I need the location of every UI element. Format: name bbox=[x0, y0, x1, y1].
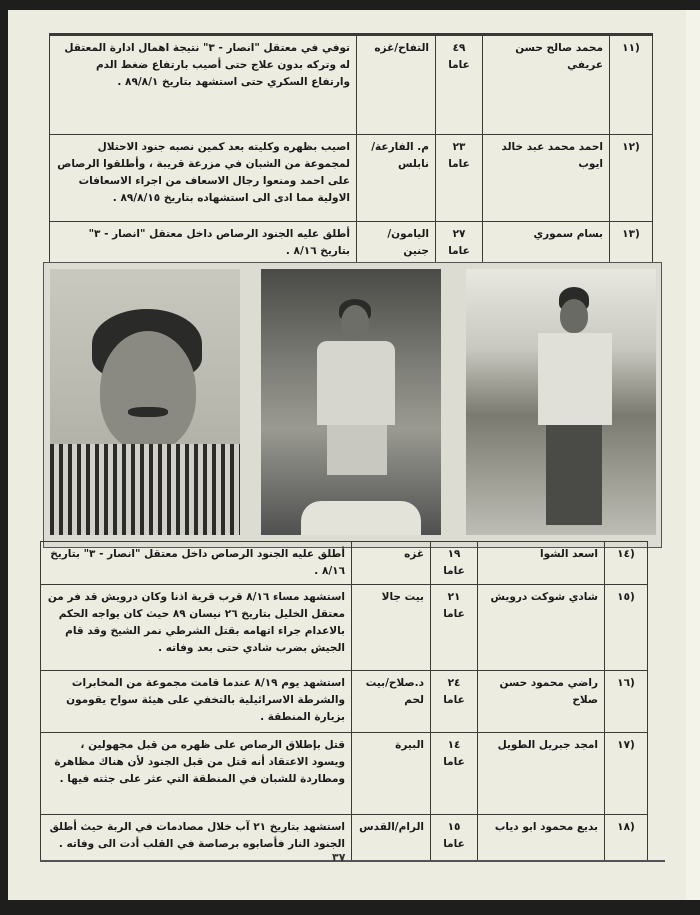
mustache-shape bbox=[128, 407, 168, 417]
person-age: ٤٩ عاما bbox=[436, 36, 483, 135]
person-location: البيرة bbox=[352, 733, 431, 815]
person-age: ١٩ عاما bbox=[431, 542, 478, 585]
person-location: غزه bbox=[352, 542, 431, 585]
row-number: (١٨ bbox=[605, 815, 648, 861]
rock-shape bbox=[301, 501, 421, 535]
person-age: ١٤ عاما bbox=[431, 733, 478, 815]
person-location: م. الفارعة/نابلس bbox=[357, 135, 436, 222]
row-number: (١٤ bbox=[605, 542, 648, 585]
row-number: (١١ bbox=[610, 36, 653, 135]
person-age: ٢٧ عاما bbox=[436, 222, 483, 265]
row-number: (١٥ bbox=[605, 585, 648, 671]
person-location: التفاح/غزه bbox=[357, 36, 436, 135]
shorts-shape bbox=[327, 425, 387, 475]
photo-boy-by-sea bbox=[261, 269, 441, 535]
photo-strip bbox=[43, 262, 662, 548]
table-row bbox=[41, 585, 648, 671]
person-name: محمد صالح حسن عريفي bbox=[483, 36, 610, 135]
row-number: (١٣ bbox=[610, 222, 653, 265]
person-name: احمد محمد عبد خالد ايوب bbox=[483, 135, 610, 222]
person-name: بسام سموري bbox=[483, 222, 610, 265]
person-location: اليامون/جنين bbox=[357, 222, 436, 265]
shirt-shape bbox=[50, 444, 240, 535]
person-location: بيت جالا bbox=[352, 585, 431, 671]
trousers-shape bbox=[546, 425, 602, 525]
martyrs-table-top bbox=[49, 35, 653, 265]
event-description: اصيب بظهره وكليته بعد كمين نصبه جنود الاحتلال لمجموعة من الشبان في مزرعة قريبة ، وأطلقوا الرصاص على احمد ومنعوا رجال الاسعاف من اجراء الاسعافات الاولية مما ادى الى استشهاده بتاريخ ٨٩/٨/١٥ . bbox=[50, 135, 357, 222]
person-location: د.صلاح/بيت لحم bbox=[352, 671, 431, 733]
row-number: (١٢ bbox=[610, 135, 653, 222]
face-shape bbox=[560, 299, 588, 333]
event-description: قتل بإطلاق الرصاص على ظهره من قبل مجهولين ، ويسود الاعتقاد أنه قتل من قبل الجنود لأن هناك مظاهرة ومطاردة للشبان في المنطقة التي عثر على جثته فيها . bbox=[41, 733, 352, 815]
table-row bbox=[50, 222, 653, 265]
divider bbox=[40, 860, 665, 862]
page-number: ٣٧ bbox=[332, 851, 346, 864]
row-number: (١٧ bbox=[605, 733, 648, 815]
row-number: (١٦ bbox=[605, 671, 648, 733]
photo-portrait-man bbox=[50, 269, 240, 535]
event-description: استشهد مساء ٨/١٦ قرب قرية اذنا وكان درويش قد فر من معتقل الخليل بتاريخ ٢٦ نيسان ٨٩ حيث كان يواجه الحكم بالاعدام جراء اتهامه بقتل الشرطي نمر الشيخ وقد قام الجيش بضرب شادي حتى بعد وفاته . bbox=[41, 585, 352, 671]
event-description: استشهد بتاريخ ٢١ آب خلال مصادمات في الربة حيث أطلق الجنود النار فأصابوه برصاصة في القلب أدت الى وفاته . bbox=[41, 815, 352, 861]
person-age: ٢١ عاما bbox=[431, 585, 478, 671]
face-shape bbox=[341, 305, 369, 341]
person-name: راضي محمود حسن صلاح bbox=[478, 671, 605, 733]
person-age: ٢٤ عاما bbox=[431, 671, 478, 733]
shirt-shape bbox=[317, 341, 395, 425]
table-row bbox=[41, 542, 648, 585]
event-description: توفي في معتقل "انصار - ٣" نتيجة اهمال ادارة المعتقل له وتركه بدون علاج حتى أصيب بارتفاع ضغط الدم وارتفاع السكري حتى استشهد بتاريخ ٨٩/٨/١ . bbox=[50, 36, 357, 135]
person-age: ١٥ عاما bbox=[431, 815, 478, 861]
table-row bbox=[41, 671, 648, 733]
person-name: شادي شوكت درويش bbox=[478, 585, 605, 671]
page-edge bbox=[686, 10, 700, 900]
person-name: امجد جبريل الطويل bbox=[478, 733, 605, 815]
martyrs-table-bottom bbox=[40, 541, 648, 861]
face-shape bbox=[100, 331, 196, 451]
person-location: الرام/القدس bbox=[352, 815, 431, 861]
person-name: اسعد الشوا bbox=[478, 542, 605, 585]
event-description: استشهد يوم ٨/١٩ عندما قامت مجموعة من المخابرات والشرطة الاسرائيلية بالتخفي على هيئة سواح يقومون بزيارة المنطقة . bbox=[41, 671, 352, 733]
table-row bbox=[41, 733, 648, 815]
photo-young-man-standing bbox=[466, 269, 656, 535]
person-name: بديع محمود ابو دياب bbox=[478, 815, 605, 861]
event-description: أطلق عليه الجنود الرصاص داخل معتقل "انصار - ٣" بتاريخ ٨/١٦ . bbox=[41, 542, 352, 585]
table-row bbox=[50, 36, 653, 135]
shirt-shape bbox=[538, 333, 612, 425]
table-row bbox=[50, 135, 653, 222]
person-age: ٢٣ عاما bbox=[436, 135, 483, 222]
event-description: أطلق عليه الجنود الرصاص داخل معتقل "انصار - ٣" بتاريخ ٨/١٦ . bbox=[50, 222, 357, 265]
